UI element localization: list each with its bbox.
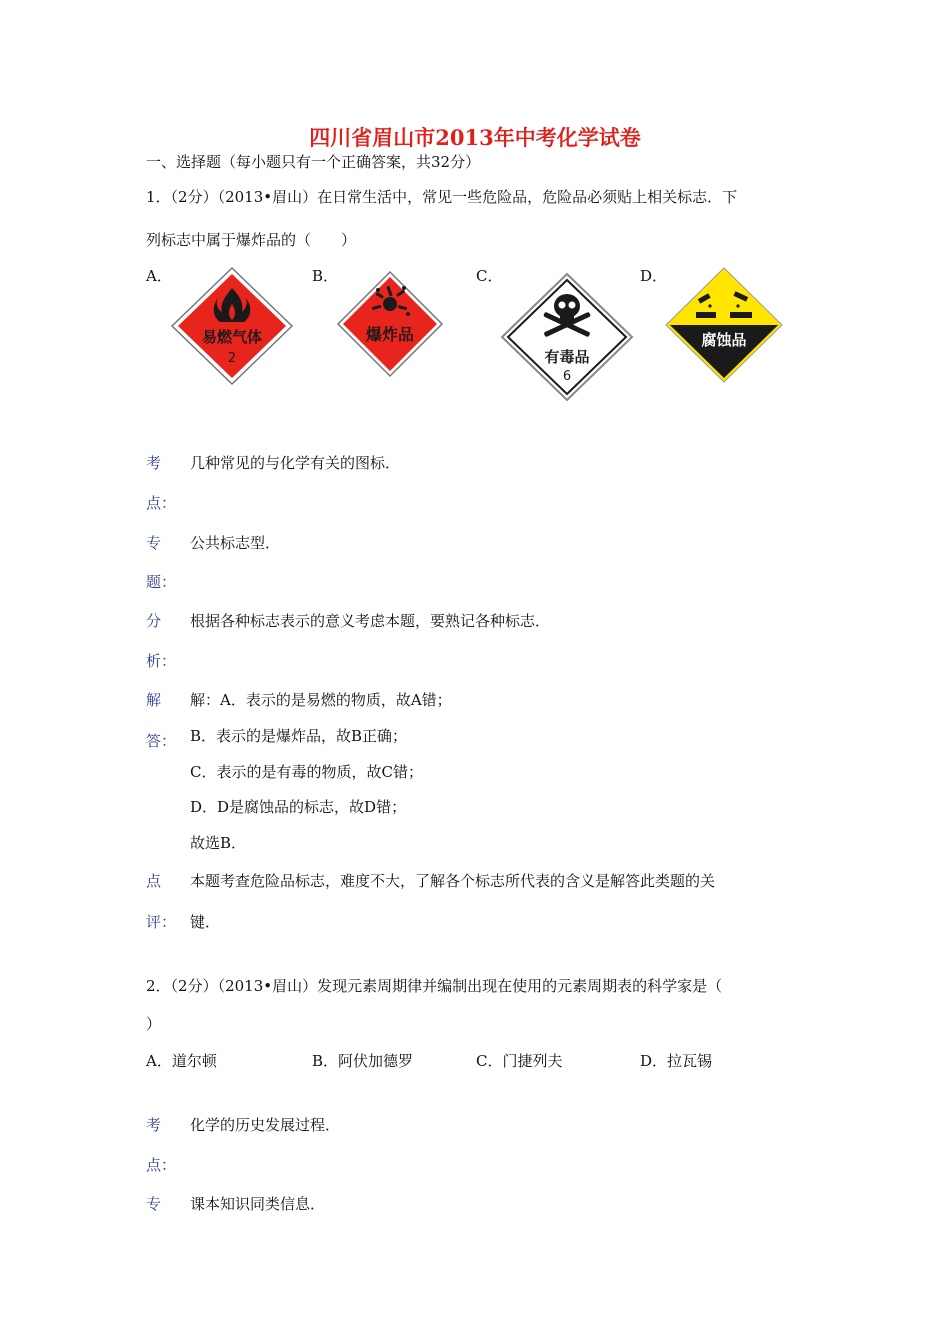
q2-option-c: C．门捷列夫 [476,1052,563,1070]
q1-jieda-line5: 故选B． [190,834,247,852]
paper-title: 四川省眉山市2013年中考化学试卷 [309,125,641,150]
q1-zhuanti-text: 公共标志型． [190,534,281,552]
q1-dianping-label2: 评： [146,913,177,931]
q1-dianping-line1: 本题考查危险品标志，难度不大，了解各个标志所代表的含义是解答此类题的关 [190,872,716,890]
q1-kaodian-label2: 点： [146,494,177,512]
q1-stem-line1: 1．（2分）（2013•眉山）在日常生活中，常见一些危险品，危险品必须贴上相关标志．下 [146,188,738,206]
q2-zhuanti-text: 课本知识同类信息． [190,1195,326,1213]
q1-fenxi-label1: 分 [146,612,162,630]
sign-d-text: 腐蚀品 [701,331,747,349]
q1-option-b-letter: B． [312,267,339,285]
q1-jieda-line3: C．表示的是有毒的物质，故C错； [190,763,423,781]
q2-stem-line2: ） [146,1015,162,1033]
q1-jieda-label1: 解 [146,691,162,709]
q1-kaodian-label1: 考 [146,454,162,472]
q1-option-d-letter: D． [640,267,668,285]
toxic-sign-icon [500,272,634,402]
q1-fenxi-text: 根据各种标志表示的意义考虑本题，要熟记各种标志． [190,612,551,630]
q1-kaodian-text: 几种常见的与化学有关的图标． [190,454,401,472]
q2-kaodian-label2: 点： [146,1156,177,1174]
q1-jieda-line1: 解：A．表示的是易燃的物质，故A错； [190,691,452,709]
q1-dianping-label1: 点 [146,872,162,890]
sign-a-text: 易燃气体 [201,328,263,346]
flammable-gas-sign-icon [170,266,294,386]
q1-jieda-line4: D．D是腐蚀品的标志，故D错； [190,798,407,816]
explosive-sign-icon [336,270,444,378]
q1-fenxi-label2: 析： [146,652,177,670]
sign-c-number: 6 [562,369,572,384]
q2-option-a: A．道尔顿 [146,1052,217,1070]
q1-option-c-letter: C． [476,267,503,285]
q1-dianping-line2: 键． [190,913,221,931]
q1-jieda-line2: B．表示的是爆炸品，故B正确； [190,727,408,745]
section-header: 一、选择题（每小题只有一个正确答案，共32分） [146,153,481,171]
q2-zhuanti-label1: 专 [146,1195,162,1213]
q2-kaodian-text: 化学的历史发展过程． [190,1116,341,1134]
q1-zhuanti-label1: 专 [146,534,162,552]
q1-option-a-letter: A． [146,267,172,285]
sign-c-text: 有毒品 [544,348,590,366]
q1-zhuanti-label2: 题： [146,573,177,591]
q2-option-b: B．阿伏加德罗 [312,1052,414,1070]
q2-option-d: D．拉瓦锡 [640,1052,713,1070]
q2-stem-line1: 2．（2分）（2013•眉山）发现元素周期律并编制出现在使用的元素周期表的科学家是（ [146,977,723,995]
sign-b-text: 爆炸品 [365,325,415,344]
q1-stem-line2: 列标志中属于爆炸品的（ ） [146,231,357,249]
q1-jieda-label2: 答： [146,732,177,750]
q2-kaodian-label1: 考 [146,1116,162,1134]
sign-a-number: 2 [227,351,237,366]
corrosive-sign-icon [664,266,784,384]
